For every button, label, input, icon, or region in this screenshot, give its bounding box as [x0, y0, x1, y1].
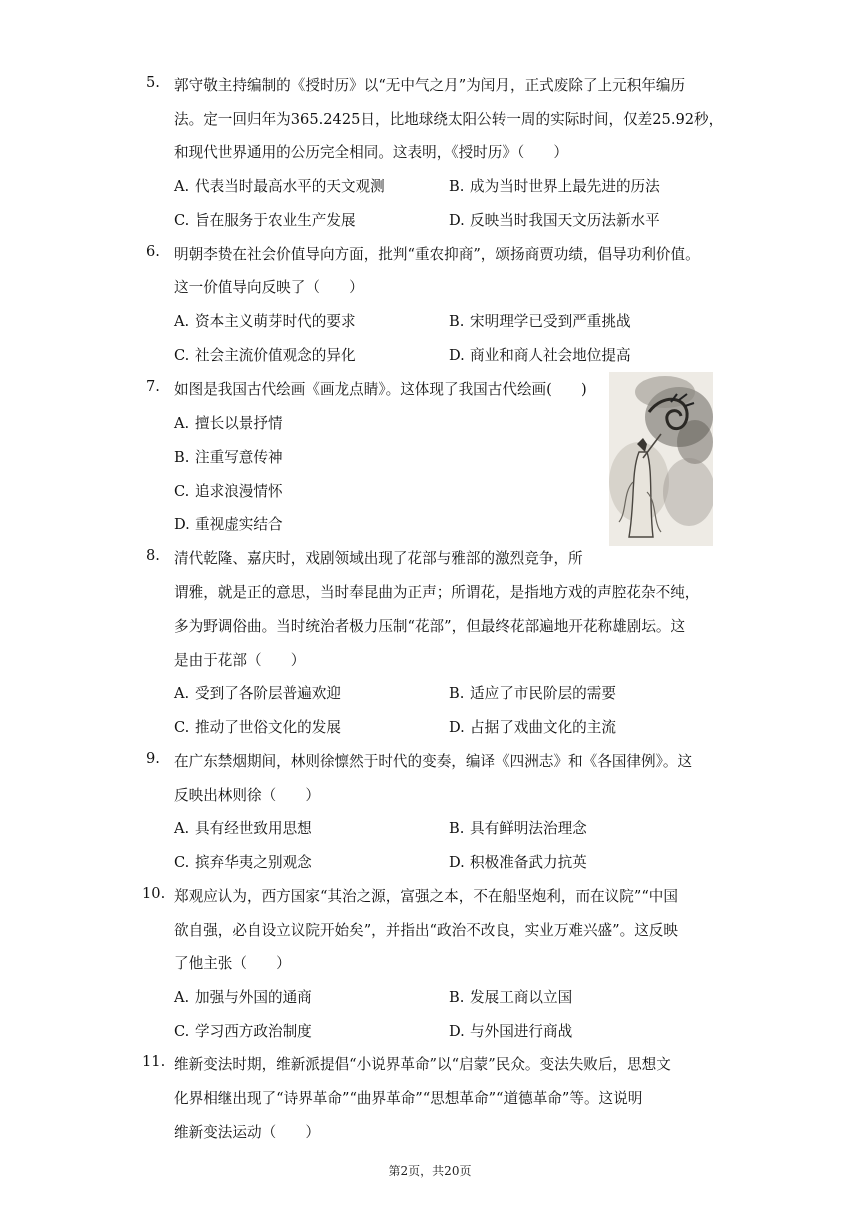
- question-text-line: 了他主张（ ）: [174, 955, 291, 972]
- option-a: A. 加强与外国的通商: [174, 989, 312, 1006]
- question-text-line: 如图是我国古代绘画《画龙点睛》。这体现了我国古代绘画( ): [174, 381, 587, 398]
- option-b: B. 具有鲜明法治理念: [449, 820, 587, 837]
- question-number: 6.: [146, 243, 160, 260]
- question-number: 7.: [146, 378, 160, 395]
- question-number: 8.: [146, 547, 160, 564]
- question-text-line: 谓雅，就是正的意思，当时奉昆曲为正声；所谓花，是指地方戏的声腔花杂不纯，: [174, 584, 700, 601]
- question-text-line: 郭守敬主持编制的《授时历》以“无中气之月”为闰月，正式废除了上元积年编历: [174, 77, 686, 94]
- option-d: D. 重视虚实结合: [174, 516, 283, 533]
- option-a: A. 代表当时最高水平的天文观测: [174, 178, 385, 195]
- question-text-line: 是由于花部（ ）: [174, 652, 306, 669]
- option-a: A. 擅长以景抒情: [174, 415, 283, 432]
- question-number: 5.: [146, 74, 160, 91]
- option-b: B. 注重写意传神: [174, 449, 283, 466]
- option-c: C. 追求浪漫情怀: [174, 483, 283, 500]
- option-c: C. 学习西方政治制度: [174, 1023, 312, 1040]
- question-text-line: 欲自强，必自设立议院开始矣”，并指出“政治不改良，实业万难兴盛”。这反映: [174, 922, 678, 939]
- option-b: B. 成为当时世界上最先进的历法: [449, 178, 660, 195]
- option-a: A. 资本主义萌芽时代的要求: [174, 313, 356, 330]
- option-c: C. 推动了世俗文化的发展: [174, 719, 341, 736]
- question-number: 9.: [146, 750, 160, 767]
- option-d: D. 商业和商人社会地位提高: [449, 347, 631, 364]
- question-text-line: 这一价值导向反映了（ ）: [174, 279, 364, 296]
- option-a: A. 具有经世致用思想: [174, 820, 312, 837]
- option-c: C. 社会主流价值观念的异化: [174, 347, 356, 364]
- question-number: 10.: [142, 885, 166, 902]
- page-footer: 第2页，共20页: [388, 1164, 472, 1178]
- option-c: C. 摈弃华夷之别观念: [174, 854, 312, 871]
- question-text-line: 维新变法运动（ ）: [174, 1124, 320, 1141]
- question-text-line: 在广东禁烟期间，林则徐懔然于时代的变奏，编译《四洲志》和《各国律例》。这: [174, 753, 693, 770]
- painting-image: [609, 372, 713, 546]
- question-text-line: 明朝李贽在社会价值导向方面，批判“重农抑商”，颂扬商贾功绩，倡导功利价值。: [174, 246, 700, 263]
- question-text-line: 反映出林则徐（ ）: [174, 787, 320, 804]
- option-b: B. 适应了市民阶层的需要: [449, 685, 616, 702]
- option-d: D. 积极准备武力抗英: [449, 854, 587, 871]
- option-c: C. 旨在服务于农业生产发展: [174, 212, 356, 229]
- question-text-line: 清代乾隆、嘉庆时，戏剧领域出现了花部与雅部的激烈竞争，所: [174, 550, 583, 567]
- option-d: D. 占据了戏曲文化的主流: [449, 719, 616, 736]
- option-d: D. 与外国进行商战: [449, 1023, 573, 1040]
- option-b: B. 宋明理学已受到严重挑战: [449, 313, 631, 330]
- question-text-line: 和现代世界通用的公历完全相同。这表明，《授时历》（ ）: [174, 144, 569, 161]
- option-d: D. 反映当时我国天文历法新水平: [449, 212, 660, 229]
- question-text-line: 多为野调俗曲。当时统治者极力压制“花部”，但最终花部遍地开花称雄剧坛。这: [174, 618, 686, 635]
- question-text-line: 维新变法时期，维新派提倡“小说界革命”以“启蒙”民众。变法失败后，思想文: [174, 1056, 671, 1073]
- question-text-line: 郑观应认为，西方国家“其治之源，富强之本，不在船坚炮利，而在议院”“中国: [174, 888, 678, 905]
- option-b: B. 发展工商以立国: [449, 989, 573, 1006]
- question-text-line: 化界相继出现了“诗界革命”“曲界革命”“思想革命”“道德革命”等。这说明: [174, 1090, 643, 1107]
- option-a: A. 受到了各阶层普遍欢迎: [174, 685, 341, 702]
- question-number: 11.: [142, 1053, 166, 1070]
- question-text-line: 法。定一回归年为365.2425日，比地球绕太阳公转一周的实际时间，仅差25.92秒，: [174, 111, 724, 128]
